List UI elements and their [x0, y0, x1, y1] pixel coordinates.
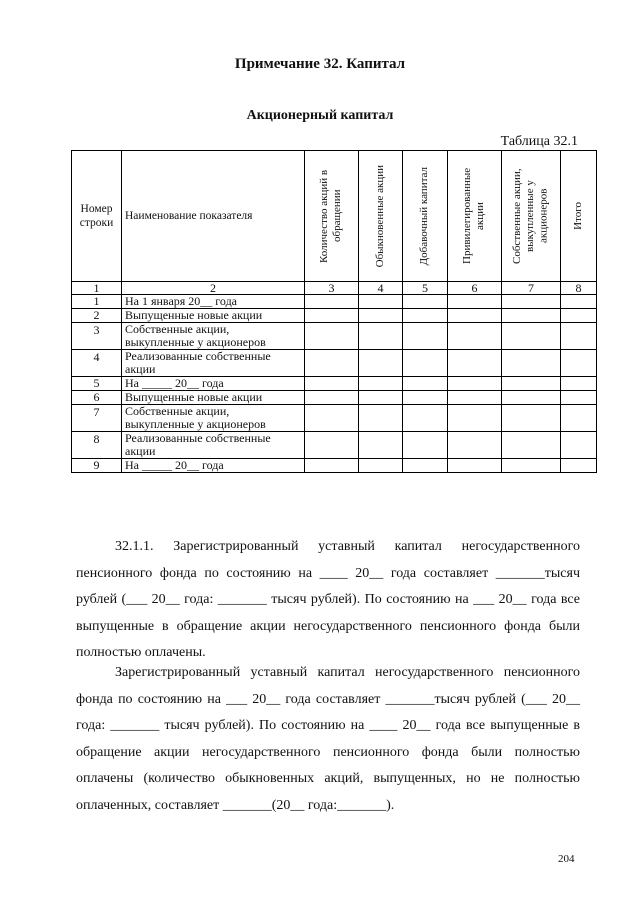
table-cell [403, 432, 448, 459]
table-cell [561, 391, 597, 405]
row-number: 8 [72, 432, 122, 459]
table-cell [448, 459, 502, 473]
row-label: Собственные акции, выкупленные у акционеров [122, 323, 305, 350]
table-row [72, 309, 597, 323]
row-label: На _____ 20__ года [122, 377, 305, 391]
row-label: На 1 января 20__ года [122, 295, 305, 309]
table-cell [403, 405, 448, 432]
table-cell [305, 295, 359, 309]
header-shares-outstanding: Количество акций в обращении [305, 151, 359, 282]
paragraph-registered-capital-alt: Зарегистрированный уставный капитал негосударственного пенсионного фонда по состоянию на ___ 20__ года составляет _______тысяч рублей (___ 20__ года: _______ тысяч рублей). По состоянию на ____ 20__ года все выпущенные в обращение акции негосударственного пенсионного фонда были полностью оплачены (количество обыкновенных акций, выпущенных, но не полностью оплаченных, составляет _______(20__ года:_______). [76, 665, 580, 813]
table-row [72, 377, 597, 391]
table-cell [561, 377, 597, 391]
table-cell [403, 323, 448, 350]
header-total: Итого [561, 151, 597, 282]
table-cell [403, 391, 448, 405]
table-cell [359, 391, 403, 405]
row-number: 5 [72, 377, 122, 391]
table-cell [305, 377, 359, 391]
table-cell [561, 405, 597, 432]
table-cell [502, 459, 561, 473]
table-cell [448, 309, 502, 323]
column-number: 7 [502, 282, 561, 295]
page-number: 204 [558, 853, 575, 865]
row-number: 7 [72, 405, 122, 432]
table-cell [403, 377, 448, 391]
table-cell [561, 323, 597, 350]
table-cell [305, 459, 359, 473]
row-label: На _____ 20__ года [122, 459, 305, 473]
table-cell [403, 459, 448, 473]
table-row [72, 391, 597, 405]
table-cell [502, 323, 561, 350]
column-number: 2 [122, 282, 305, 295]
column-number: 6 [448, 282, 502, 295]
table-cell [359, 377, 403, 391]
table-cell [448, 432, 502, 459]
table-cell [305, 309, 359, 323]
table-cell [502, 391, 561, 405]
row-number: 2 [72, 309, 122, 323]
header-preferred-shares: Привилегированные акции [448, 151, 502, 282]
table-cell [305, 391, 359, 405]
table-cell [502, 405, 561, 432]
table-cell [403, 350, 448, 377]
table-cell [359, 295, 403, 309]
table-cell [561, 432, 597, 459]
table-cell [448, 323, 502, 350]
table-cell [561, 309, 597, 323]
header-ordinary-shares: Обыкновенные акции [359, 151, 403, 282]
table-cell [502, 432, 561, 459]
table-row [72, 350, 597, 377]
row-label: Реализованные собственные акции [122, 432, 305, 459]
header-row-number: Номер строки [72, 151, 122, 282]
table-row [72, 295, 597, 309]
table-cell [448, 295, 502, 309]
table-cell [502, 350, 561, 377]
table-cell [448, 391, 502, 405]
table-cell [448, 377, 502, 391]
table-subheading: Акционерный капитал [246, 108, 394, 123]
table-cell [502, 295, 561, 309]
header-additional-capital: Добавочный капитал [403, 151, 448, 282]
table-cell [359, 323, 403, 350]
column-number: 5 [403, 282, 448, 295]
row-number: 3 [72, 323, 122, 350]
table-cell [403, 295, 448, 309]
table-cell [448, 405, 502, 432]
table-cell [359, 309, 403, 323]
column-number: 4 [359, 282, 403, 295]
row-label: Реализованные собственные акции [122, 350, 305, 377]
column-number-row [72, 282, 597, 295]
table-header-row [72, 151, 597, 282]
table-row [72, 405, 597, 432]
table-cell [502, 309, 561, 323]
table-cell [305, 405, 359, 432]
table-cell [305, 432, 359, 459]
row-label: Собственные акции, выкупленные у акционеров [122, 405, 305, 432]
table-row [72, 323, 597, 350]
note-heading: Примечание 32. Капитал [234, 56, 406, 72]
column-number: 8 [561, 282, 597, 295]
table-cell [305, 350, 359, 377]
table-cell [561, 350, 597, 377]
table-row [72, 459, 597, 473]
row-label: Выпущенные новые акции [122, 309, 305, 323]
table-cell [305, 323, 359, 350]
column-number: 1 [72, 282, 122, 295]
table-cell [359, 405, 403, 432]
table-cell [359, 459, 403, 473]
row-number: 1 [72, 295, 122, 309]
row-number: 6 [72, 391, 122, 405]
table-cell [561, 295, 597, 309]
row-number: 4 [72, 350, 122, 377]
header-indicator-name: Наименование показателя [122, 151, 305, 282]
table-cell [403, 309, 448, 323]
paragraph-registered-capital: 32.1.1. Зарегистрированный уставный капитал негосударственного пенсионного фонда по состоянию на ____ 20__ года составляет _______тысяч рублей (___ 20__ года: _______ тысяч рублей). По состоянию на ___ 20__ года все выпущенные в обращение акции негосударственного пенсионного фонда были полностью оплачены. [76, 539, 580, 660]
table-label: Таблица 32.1 [500, 134, 578, 149]
table-cell [448, 350, 502, 377]
row-number: 9 [72, 459, 122, 473]
row-label: Выпущенные новые акции [122, 391, 305, 405]
table-cell [359, 432, 403, 459]
header-treasury-shares: Собственные акции, выкупленные у акционеров [502, 151, 561, 282]
table-cell [561, 459, 597, 473]
column-number: 3 [305, 282, 359, 295]
capital-table [71, 150, 597, 473]
table-cell [502, 377, 561, 391]
table-cell [359, 350, 403, 377]
table-row [72, 432, 597, 459]
